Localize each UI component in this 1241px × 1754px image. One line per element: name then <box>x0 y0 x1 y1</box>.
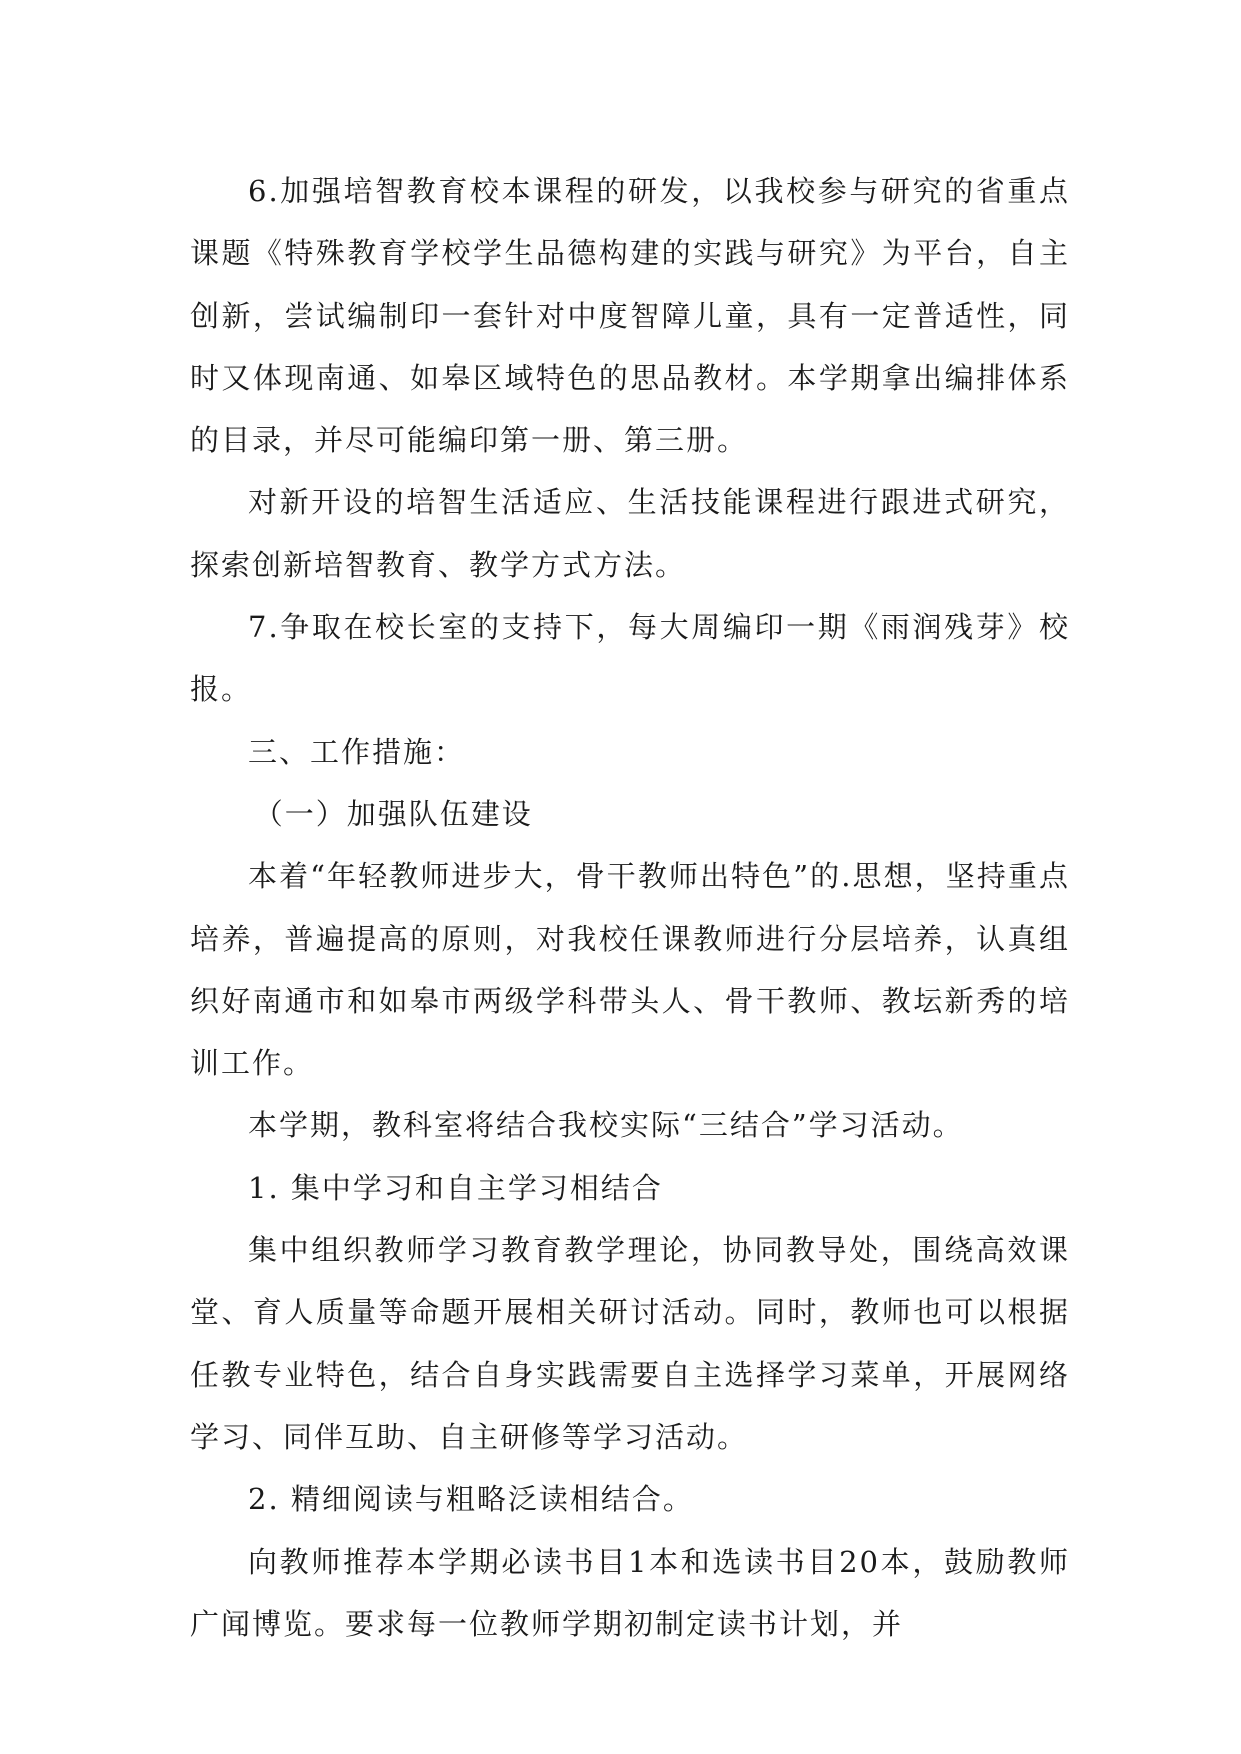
paragraph-new-courses: 对新开设的培智生活适应、生活技能课程进行跟进式研究，探索创新培智教育、教学方式方法。 <box>190 485 1070 582</box>
paragraph-collective-study: 集中组织教师学习教育教学理论，协同教导处，围绕高效课堂、育人质量等命题开展相关研讨活动。同时，教师也可以根据任教专业特色，结合自身实践需要自主选择学习菜单，开展网络学习、同伴互助、自主研修等学习活动。 <box>190 1233 1070 1454</box>
section-heading-measures: 三、工作措施： <box>248 734 466 769</box>
subheading-team-building: （一）加强队伍建设 <box>253 796 533 831</box>
document-body <box>190 160 1070 1655</box>
paragraph-item-6: 6.加强培智教育校本课程的研发，以我校参与研究的省重点课题《特殊教育学校学生品德构建的实践与研究》为平台，自主创新，尝试编制印一套针对中度智障儿童，具有一定普适性，同时又体现南通、如皋区域特色的思品教材。本学期拿出编排体系的目录，并尽可能编印第一册、第三册。 <box>190 174 1070 458</box>
paragraph-item-7: 7.争取在校长室的支持下，每大周编印一期《雨润残芽》校报。 <box>190 610 1070 707</box>
paragraph-three-combinations: 本学期，教科室将结合我校实际“三结合”学习活动。 <box>248 1108 964 1143</box>
paragraph-team-building: 本着“年轻教师进步大，骨干教师出特色”的.思想，坚持重点培养，普遍提高的原则，对我校任课教师进行分层培养，认真组织好南通市和如皋市两级学科带头人、骨干教师、教坛新秀的培训工作。 <box>190 859 1070 1081</box>
list-heading-2: 2. 精细阅读与粗略泛读相结合。 <box>248 1482 694 1517</box>
paragraph-reading: 向教师推荐本学期必读书目1本和选读书目20本，鼓励教师广闻博览。要求每一位教师学期初制定读书计划，并 <box>190 1544 1070 1641</box>
list-heading-1: 1. 集中学习和自主学习相结合 <box>248 1170 663 1205</box>
